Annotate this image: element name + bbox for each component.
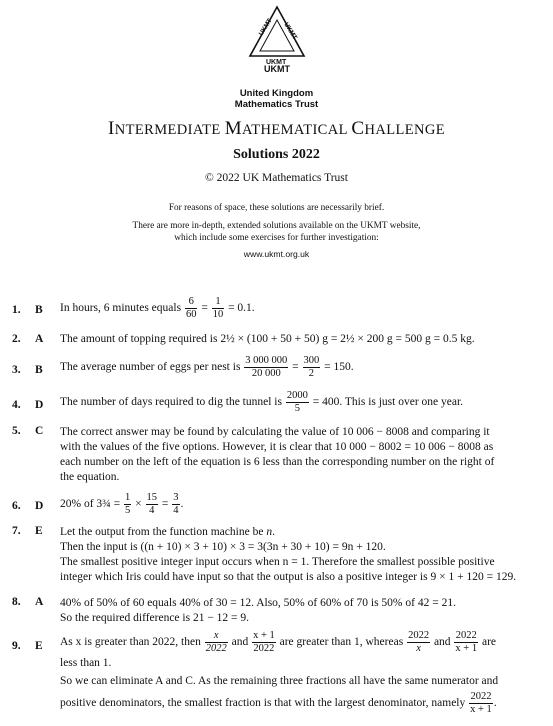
solution-answer: B [35, 304, 43, 316]
page-subtitle: Solutions 2022 [233, 147, 320, 162]
solution-8-text: 40% of 50% of 60 equals 40% of 30 = 12. Also, 50% of 60% of 70 is 50% of 42 = 21. So the required difference is 21 − 12 = 9. [60, 597, 456, 624]
solution-6-text: 20% of 3¾ = $\frac{1}{5}$ × $\frac{15}{4}$ = $\frac{3}{4}$ . [60, 492, 184, 516]
solution-5-text: The correct answer may be found by calculating the value of 10 006 − 8008 and comparing it with the values of the five options. However, it is clear that 10 000 − 8002 = 10 006 − 8008 as each number on the left of the equation is 6 less than the corresponding number on the right of the equation. [60, 426, 495, 483]
solution-2-text: The amount of topping required is 2½ × (100 + 50 + 50) g = 2½ × 200 g = 500 g = 0.5 kg. [60, 333, 475, 345]
solution-number: 1. [12, 304, 21, 316]
solution-7-text: Let the output from the function machine be n. Then the input is ((n + 10) × 3 + 10) × 3 = 3(3n + 30 + 10) = 9n + 120. The smallest positive integer input occurs when n = 1. Therefore the smallest possible positive integer which Iris could have input so that the output is also a positive integer is 9 × 1 + 120 = 129. [60, 526, 517, 583]
solution-9-line-1: As x is greater than 2022, then $\frac{x}{2022}$ and $\frac{x + 1}{2022}$ are greater than 1, whereas $\frac{2022}{x}$ and $\frac{2022}{x + 1}$ are [60, 630, 497, 654]
website-url: www.ukmt.org.uk [243, 249, 310, 259]
note-line-3: which include some exercises for further investigation: [174, 233, 379, 243]
solution-answer: A [35, 333, 44, 345]
solution-9-line-2: less than 1. [60, 657, 112, 669]
solution-4-text: The number of days required to dig the tunnel is $\frac{2000}{5}$ = 400. This is just over one year. [60, 390, 464, 414]
solution-1-text: In hours, 6 minutes equals $\frac{6}{60}$ = $\frac{1}{10}$ = 0.1. [60, 296, 255, 320]
page-title: INTERMEDIATE MATHEMATICAL CHALLENGE [108, 118, 445, 139]
solution-9-line-3: So we can eliminate A and C. As the remaining three fractions all have the same numerator and [60, 675, 499, 687]
solution-number: 8. [12, 596, 21, 608]
solution-answer: C [35, 425, 44, 437]
solution-number: 6. [12, 500, 21, 512]
solution-number: 3. [12, 364, 21, 376]
note-line-2: There are more in-depth, extended solutions available on the UKMT website, [132, 221, 421, 231]
org-name-line2: Mathematics Trust [234, 99, 319, 110]
solution-answer: E [35, 525, 43, 537]
solution-3-text: The average number of eggs per nest is $\frac{3 000 000}{20 000}$ = $\frac{300}{2}$ = 150. [60, 355, 354, 379]
solution-number: 5. [12, 425, 21, 437]
solution-answer: B [35, 364, 43, 376]
solution-9-line-4: positive denominators, the smallest fraction is that with the largest denominator, namely $\frac{2022}{x + 1}$ . [60, 691, 497, 715]
solution-number: 4. [12, 399, 21, 411]
copyright: © 2022 UK Mathematics Trust [205, 172, 348, 184]
org-name-line1: United Kingdom [239, 88, 314, 99]
svg-text:UKMT: UKMT [282, 21, 299, 41]
solution-answer: D [35, 500, 44, 512]
solution-answer: D [35, 399, 44, 411]
svg-text:UKMT: UKMT [266, 59, 287, 66]
note-line-1: For reasons of space, these solutions are necessarily brief. [168, 203, 385, 213]
solution-answer: E [35, 640, 43, 652]
solution-answer: A [35, 596, 44, 608]
solution-number: 7. [12, 525, 21, 537]
logo-caption: UKMT [264, 64, 290, 74]
svg-text:UKMT: UKMT [257, 17, 274, 38]
solution-number: 9. [12, 640, 21, 652]
solution-number: 2. [12, 333, 21, 345]
